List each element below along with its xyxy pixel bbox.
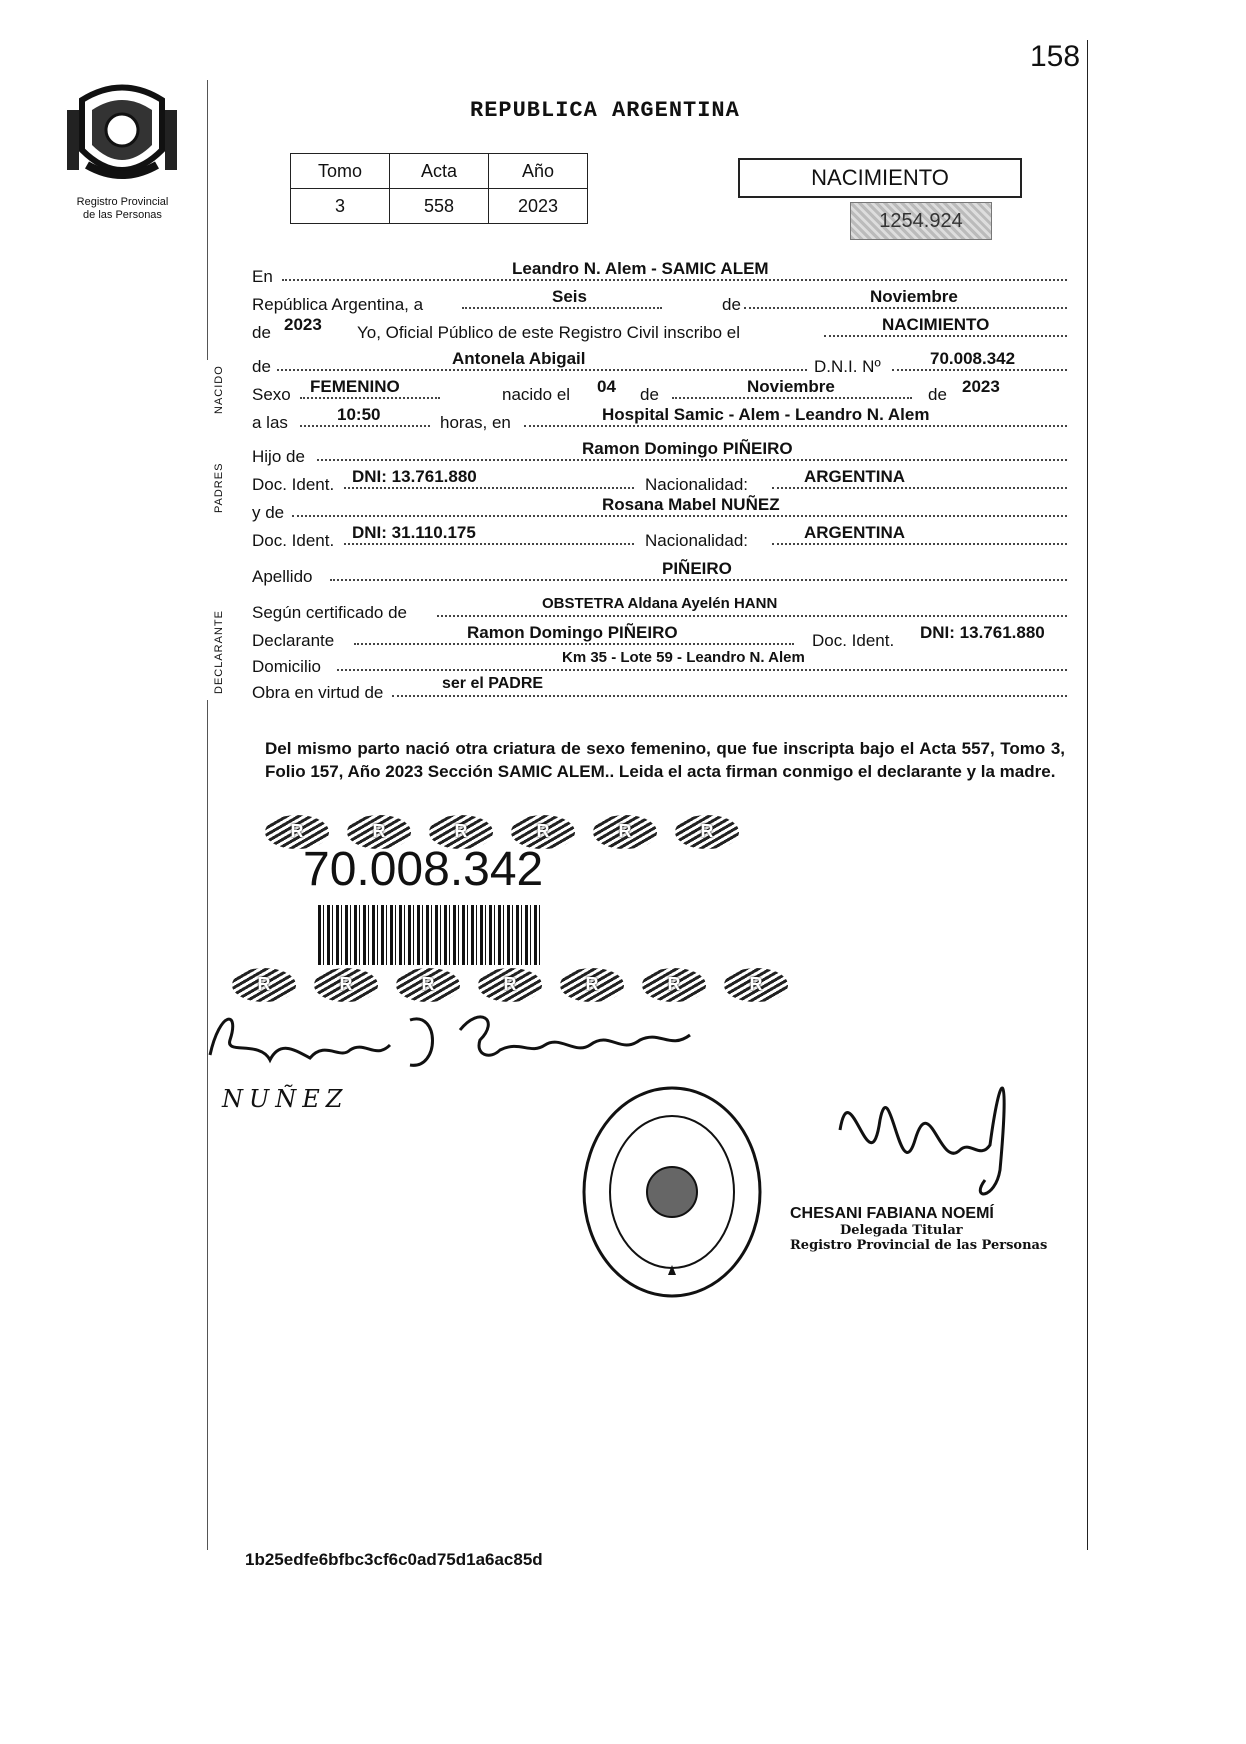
side-tag-nacido: NACIDO — [213, 365, 225, 415]
row-en: En Leandro N. Alem - SAMIC ALEM — [252, 265, 1067, 287]
rp-mark: R — [511, 815, 575, 849]
rp-mark: R — [314, 968, 378, 1002]
page-number: 158 — [1030, 40, 1081, 73]
rp-mark: R — [593, 815, 657, 849]
province-coat-of-arms-logo — [62, 80, 182, 190]
row-date: República Argentina, a Seis de Noviembre — [252, 293, 1067, 315]
record-type-box: NACIMIENTO — [738, 158, 1022, 198]
document-hash: 1b25edfe6bfbc3cf6c0ad75d1a6ac85d — [245, 1550, 543, 1569]
declarant-signature — [200, 1000, 700, 1080]
side-tag-declarante: DECLARANTE — [213, 610, 225, 695]
official-seal — [580, 1085, 765, 1300]
row-address: Domicilio Km 35 - Lote 59 - Leandro N. Alem — [252, 655, 1067, 677]
registry-table — [290, 153, 588, 224]
table-header: Tomo — [291, 154, 390, 189]
row-mother-doc: Doc. Ident. DNI: 31.110.175 Nacionalidad: ARGENTINA — [252, 529, 1067, 551]
official-signature — [820, 1050, 1020, 1220]
place-value: Leandro N. Alem - SAMIC ALEM — [512, 259, 769, 278]
row-name: de Antonela Abigail D.N.I. Nº 70.008.342 — [252, 355, 1067, 377]
rp-mark: R — [232, 968, 296, 1002]
table-cell: 3 — [291, 189, 390, 224]
side-tag-padres: PADRES — [213, 462, 225, 514]
rp-mark: R — [675, 815, 739, 849]
row-declarant: Declarante Ramon Domingo PIÑEIRO Doc. Ident. DNI: 13.761.880 — [252, 623, 1045, 650]
rp-mark: R — [396, 968, 460, 1002]
rp-mark: R — [478, 968, 542, 1002]
rp-mark: R — [642, 968, 706, 1002]
official-signature-block: CHESANI FABIANA NOEMÍ Delegada Titular Registro Provincial de las Personas — [790, 1205, 1048, 1253]
rp-mark: R — [429, 815, 493, 849]
table-cell: 558 — [390, 189, 489, 224]
page-title: REPUBLICA ARGENTINA — [470, 98, 740, 123]
rp-mark: R — [560, 968, 624, 1002]
row-capacity: Obra en virtud de ser el PADRE — [252, 681, 1067, 703]
table-header: Año — [489, 154, 588, 189]
rp-mark: R — [265, 815, 329, 849]
stamp-number: 1254.924 — [850, 202, 992, 240]
row-sex: Sexo FEMENINO nacido el 04 de Noviembre de 2023 — [252, 377, 1000, 404]
row-surname: Apellido PIÑEIRO — [252, 565, 1067, 587]
rp-mark: R — [347, 815, 411, 849]
rp-mark: R — [724, 968, 788, 1002]
left-margin-rule-lower — [207, 700, 208, 1550]
table-header: Acta — [390, 154, 489, 189]
row-father-doc: Doc. Ident. DNI: 13.761.880 Nacionalidad: ARGENTINA — [252, 473, 1067, 495]
left-margin-rule — [207, 80, 208, 360]
table-cell: 2023 — [489, 189, 588, 224]
mother-handwritten-name: NUÑEZ — [222, 1085, 349, 1113]
row-inscribo: de 2023 Yo, Oficial Público de este Registro Civil inscribo el NACIMIENTO — [252, 321, 1067, 343]
dni-number-print: 70.008.342 — [303, 843, 544, 896]
logo-caption: Registro Provincial de las Personas — [76, 196, 169, 221]
right-margin-rule — [1087, 40, 1088, 1550]
birth-note: Del mismo parto nació otra criatura de sexo femenino, que fue inscripta bajo el Acta 557, Tomo 3, Folio 157, Año 2023 Sección SAMIC ALEM.. Leida el acta firman conmigo el declarante y la madre. — [265, 739, 1065, 781]
row-certificate: Según certificado de OBSTETRA Aldana Ayelén HANN — [252, 601, 1067, 623]
row-mother: y de Rosana Mabel NUÑEZ — [252, 501, 1067, 523]
row-father: Hijo de Ramon Domingo PIÑEIRO — [252, 445, 1067, 467]
barcode — [318, 905, 543, 965]
row-time-place: a las 10:50 horas, en Hospital Samic - Alem - Leandro N. Alem — [252, 411, 1067, 433]
